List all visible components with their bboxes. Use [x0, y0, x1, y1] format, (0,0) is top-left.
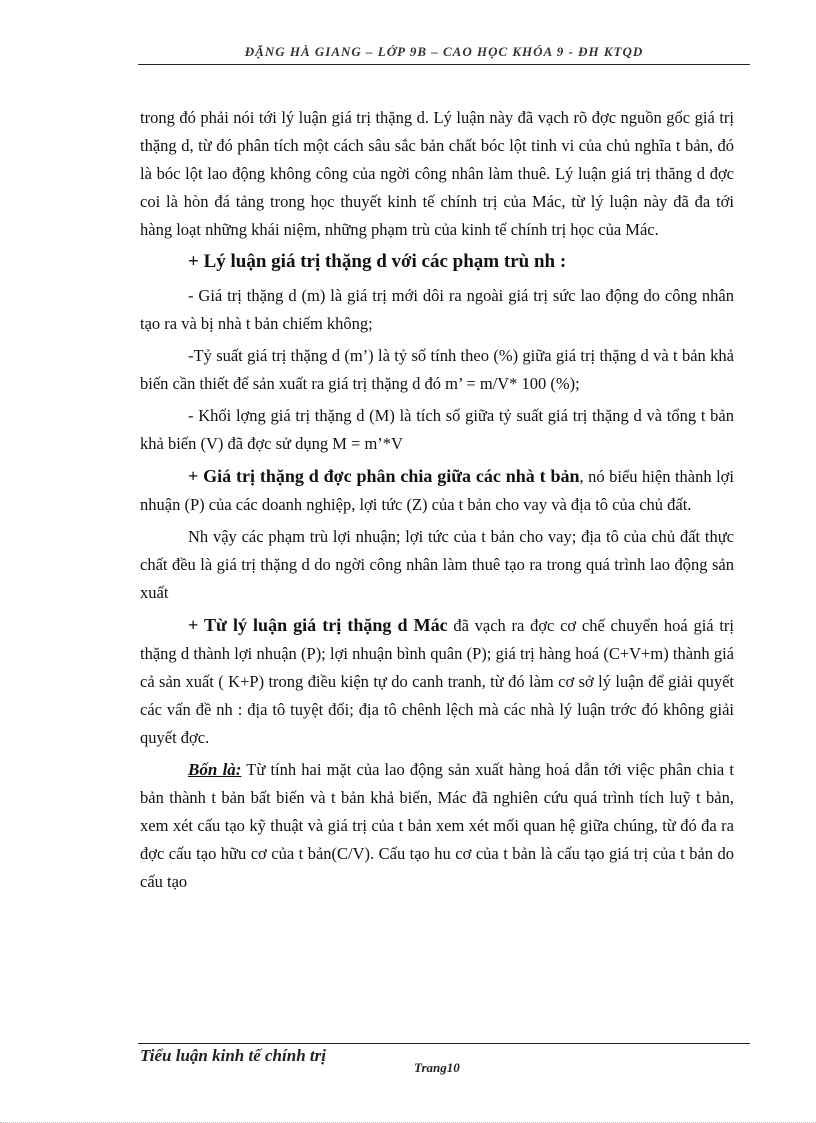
paragraph-fourth-lead: Bốn là: [188, 760, 242, 779]
header-divider [138, 64, 750, 65]
paragraph-rate-surplus-value: -Tỷ suất giá trị thặng d (m’) là tỷ số tính theo (%) giữa giá trị thặng d và t bản khả biến cần thiết để sản xuất ra giá trị thặng d đó m’ = m/V* 100 (%); [140, 346, 734, 393]
paragraph-transformation-text: đã vạch ra đợc cơ chế chuyển hoá giá trị thặng d thành lợi nhuận (P); lợi nhuận bình quân (P); giá trị hàng hoá (C+V+m) thành giá cả sản xuất ( K+P) trong điều kiện tự do canh tranh, từ đó làm cơ sở lý luận để giải quyết các vấn đề nh : địa tô tuyệt đối; địa tô chênh lệch mà các nhà lý luận trớc đó không giải quyết đợc. [140, 616, 734, 747]
paragraph-transformation [140, 611, 734, 752]
page-number: Trang10 [414, 1060, 460, 1075]
paragraph-distribution-text: , nó biểu hiện thành lợi nhuận (P) của các doanh nghiệp, lợi tức (Z) của t bản cho vay và địa tô của chủ đất. [140, 467, 734, 514]
paragraph-surplus-value: - Giá trị thặng d (m) là giá trị mới dôi ra ngoài giá trị sức lao động do công nhân tạo ra và bị nhà t bản chiếm không; [140, 286, 734, 333]
document-body [140, 104, 734, 900]
paragraph-fourth [140, 756, 734, 896]
paragraph-1: trong đó phải nói tới lý luận giá trị thặng d. Lý luận này đã vạch rõ đợc nguồn gốc giá trị thặng d, từ đó phân tích một cách sâu sắc bản chất bóc lột tinh vi của chủ nghĩa t bản, đó là bóc lột lao động không công của ngời công nhân làm thuê. Lý luận giá trị thăng d đợc coi là hòn đá tảng trong học thuyết kinh tế chính trị của Mác, từ lý luận này đã đa tới hàng loạt những khái niệm, những phạm trù của kinh tế chính trị học của Mác. [140, 108, 734, 239]
paragraph-mass-surplus-value: - Khối lợng giá trị thặng d (M) là tích số giữa tỷ suất giá trị thặng d và tổng t bản khả biến (V) đã đợc sử dụng M = m’*V [140, 406, 734, 453]
paragraph-transformation-lead: + Từ lý luận giá trị thặng d Mác [188, 615, 448, 635]
paragraph-distribution [140, 462, 734, 519]
footer-title: Tiểu luận kinh tế chính trị [140, 1046, 326, 1065]
page-header: ĐẶNG HÀ GIANG – LỚP 9B – CAO HỌC KHÓA 9 - ĐH KTQD [244, 44, 644, 59]
page-bottom-border [0, 1116, 816, 1123]
paragraph-distribution-lead: + Giá trị thặng d đợc phân chia giữa các nhà t bản [188, 466, 580, 486]
footer-divider [138, 1043, 750, 1044]
section-heading-surplus-value: + Lý luận giá trị thặng d với các phạm trù nh : [188, 251, 567, 272]
paragraph-categories: Nh vậy các phạm trù lợi nhuận; lợi tức của t bản cho vay; địa tô của chủ đất thực chất đều là giá trị thặng d do ngời công nhân làm thuê tạo ra trong quá trình lao động sản xuất [140, 527, 734, 602]
paragraph-fourth-text: Từ tính hai mặt của lao động sản xuất hàng hoá dẫn tới việc phân chia t bản thành t bản bất biến và t bản khả biến, Mác đã nghiên cứu quá trình tích luỹ t bản, xem xét cấu tạo kỹ thuật và giá trị của t bản xem xét mối quan hệ giữa chúng, từ đó đa ra đợc cấu tạo hữu cơ của t bản(C/V). Cấu tạo hu cơ của t bản là cấu tạo giá trị của t bản do cấu tạo [140, 760, 734, 891]
